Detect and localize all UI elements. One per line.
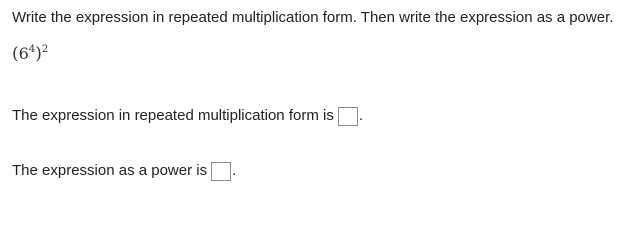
- math-expression: [12, 43, 48, 65]
- power-input[interactable]: [211, 162, 231, 181]
- repeated-multiplication-answer-row: [12, 105, 363, 127]
- power-period: .: [232, 162, 237, 179]
- expression-base: 6: [18, 44, 29, 63]
- power-answer-row: [12, 160, 236, 182]
- repeated-multiplication-prompt: The expression in repeated multiplication form is: [12, 107, 334, 124]
- question-instruction: Write the expression in repeated multiplication form. Then write the expression as a power.: [12, 9, 614, 26]
- expression-outer-exponent: 2: [41, 44, 49, 55]
- expression-inner-exponent: 4: [28, 44, 36, 55]
- power-prompt: The expression as a power is: [12, 162, 208, 179]
- expression-close-paren: ): [35, 44, 42, 64]
- repeated-multiplication-period: .: [358, 107, 363, 124]
- expression-open-paren: (: [12, 44, 19, 64]
- repeated-multiplication-input[interactable]: [338, 107, 358, 126]
